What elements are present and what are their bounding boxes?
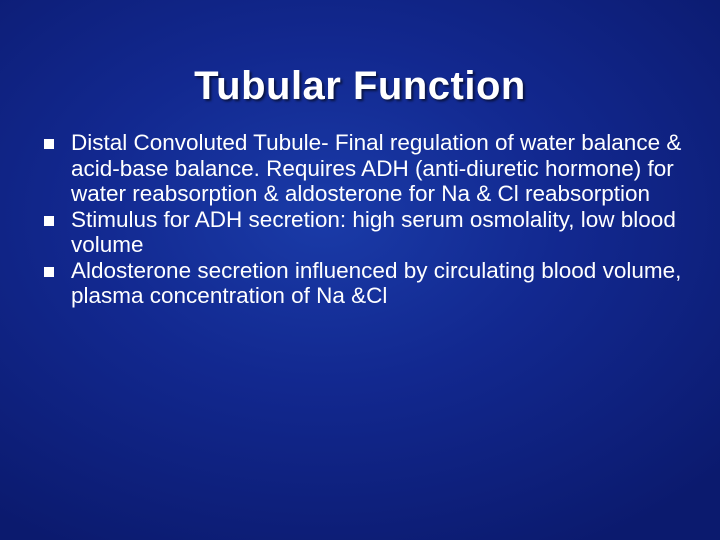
square-bullet-icon (44, 216, 54, 226)
bullet-item (44, 258, 684, 309)
bullet-text: Distal Convoluted Tubule- Final regulation of water balance & acid-base balance. Requires ADH (anti-diuretic hormone) for water reabsorption & aldosterone for Na & Cl reabsorption (71, 130, 682, 206)
slide-title: Tubular Function (194, 64, 526, 108)
bullet-text: Stimulus for ADH secretion: high serum osmolality, low blood volume (71, 206, 676, 257)
bullet-item (44, 207, 684, 258)
square-bullet-icon (44, 267, 54, 277)
bullet-item (44, 130, 684, 207)
bullet-list (44, 130, 684, 309)
square-bullet-icon (44, 139, 54, 149)
bullet-text: Aldosterone secretion influenced by circulating blood volume, plasma concentration of Na &Cl (71, 257, 682, 308)
